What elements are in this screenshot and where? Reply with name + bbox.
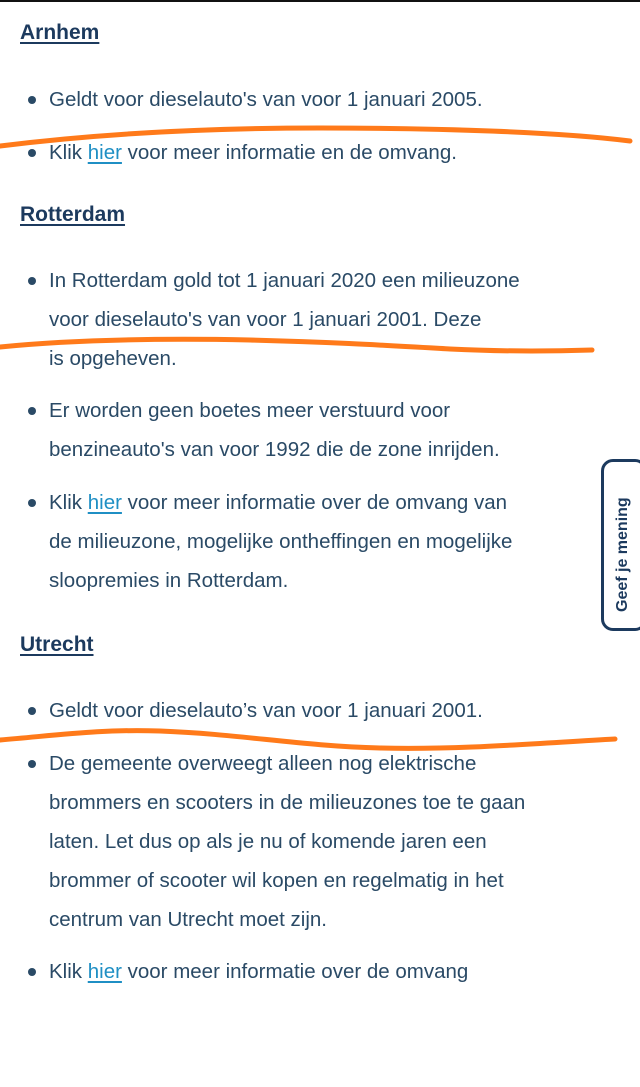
text-suffix: voor meer informatie over de omvang <box>121 960 469 983</box>
annotation-stroke <box>0 731 615 749</box>
text-prefix: Klik <box>49 491 88 514</box>
heading-utrecht[interactable]: Utrecht <box>20 633 94 656</box>
text-suffix: voor meer informatie en de omvang. <box>121 141 457 164</box>
text-suffix: voor meer informatie over de omvang van de milieuzone, mogelijke ontheffingen en mogelijke sloopremies in Rotterdam. <box>49 491 513 592</box>
annotation-stroke <box>0 128 630 146</box>
feedback-tab[interactable] <box>601 459 640 631</box>
text-prefix: Klik <box>49 141 88 164</box>
list-item-text: Geldt voor dieselauto’s van voor 1 januari 2001. <box>49 699 483 722</box>
feedback-label: Geef je mening <box>614 497 631 612</box>
list-item-text: Er worden geen boetes meer verstuurd voor benzineauto's van voor 1992 die de zone inrijden. <box>49 399 500 461</box>
heading-arnhem[interactable]: Arnhem <box>20 21 100 44</box>
annotation-stroke <box>0 339 592 351</box>
link-hier[interactable]: hier <box>87 960 122 983</box>
link-hier[interactable]: hier <box>87 141 122 164</box>
list-item-text: In Rotterdam gold tot 1 januari 2020 een milieuzone voor dieselauto's van voor 1 januari 2001. Deze is opgeheven. <box>49 269 520 370</box>
list-item-text: De gemeente overweegt alleen nog elektrische brommers en scooters in de milieuzones toe te gaan laten. Let dus op als je nu of komende jaren een brommer of scooter wil kopen en regelmatig in het centrum van Utrecht moet zijn. <box>49 752 526 931</box>
heading-rotterdam[interactable]: Rotterdam <box>20 203 126 226</box>
link-hier[interactable]: hier <box>87 491 122 514</box>
list-item-text: Geldt voor dieselauto's van voor 1 januari 2005. <box>49 88 483 111</box>
text-prefix: Klik <box>49 960 88 983</box>
